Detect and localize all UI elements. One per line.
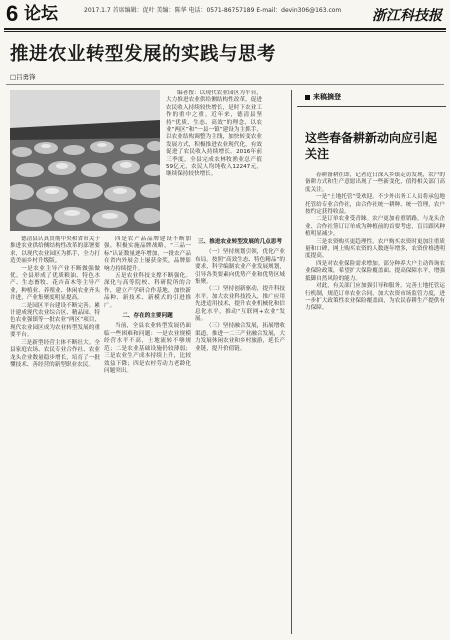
paragraph: 三是新型经营主体不断壮大。全县家庭农场、农民专业合作社、农业龙头企业数量稳步增长，培育了一批懂技术、善经营的新型职业农民。 bbox=[10, 339, 100, 368]
header-divider-thin bbox=[4, 31, 446, 32]
paragraph: 一是农业主导产业不断做强做优。全县形成了优质粮油、特色水产、生态畜牧、花卉苗木等主导产业，种植业、养殖业、休闲农业齐头并进，产业集聚度明显提高。 bbox=[10, 265, 100, 302]
paragraph: 二是订单农业受青睐。农户更加看重销路，与龙头企业、合作社签订订单成为种植前的首要考虑，盲目跟风种植明显减少。 bbox=[305, 216, 445, 238]
lead-paragraph: 编者按：以现代农业园区为平台，大力推进农业供给侧结构性改革，促进农民收入持续较快增长，是时下农业工作的重中之重。近年来，德清县坚持“优质、生态、高效”的理念，以农业“两区”和“一县一镇”建设为主抓手，以农业结构调整为主线，加快转变农业发展方式，积极推进农业现代化，有效促进了农民收入持续增长。2016年前三季度，全县完成农林牧渔业总产值59亿元，农民人均纯收入12247元，继续保持较快增长。 bbox=[166, 90, 262, 178]
article-column-3 bbox=[195, 236, 285, 632]
article-byline: □吕勇锋 bbox=[10, 73, 36, 81]
paragraph: 对此，有关部门应加强引导和服务，完善土地托管运行机制，规范订单农业合同，加大农资市场监管力度，进一步扩大政策性农业保险覆盖面，为农民春耕生产提供有力保障。 bbox=[305, 283, 445, 312]
sidebar-article bbox=[297, 90, 446, 634]
sidebar-tag: 来稿摘登 bbox=[305, 92, 341, 102]
paragraph: 四是农产品品牌建设不断加强。积极实施品牌战略，“三品一标”认证数量逐年增加，一批农产品在省内外展会上屡获金奖，品牌影响力持续提升。 bbox=[104, 236, 191, 272]
sidebar-headline: 这些春备耕新动向应引起关注 bbox=[305, 131, 438, 161]
subheading: 三、推进农业转型发展的几点思考 bbox=[198, 239, 282, 245]
paragraph: （一）坚持规划引领，优化产业布局。按照“高效生态、特色精品”的要求，科学编制农业产业发展规划，引导各类要素向优势产业和优势区域集聚。 bbox=[195, 249, 285, 286]
page-number: 6 bbox=[6, 1, 19, 26]
paragraph: 三是农资购买更趋理性。农户购买农资时更加注重质量和口碑，网上购买农资的人数逐年增多，农资价格透明度提高。 bbox=[305, 238, 445, 260]
section-name: 论坛 bbox=[24, 4, 58, 24]
paragraph: 当前，全县农业转型发展仍面临一些困难和问题：一是农业规模经营水平不高，土地流转不够规范；二是农业基础设施仍较薄弱；三是农业生产成本持续上升，比较效益下降；四是农村劳动力老龄化问题突出。 bbox=[104, 323, 191, 374]
article-lead bbox=[166, 90, 262, 232]
paragraph: 四是对农业保险需求增加。部分种养大户主动咨询农业保险政策，希望扩大保险覆盖面、提高保障水平，增强抵御自然风险的能力。 bbox=[305, 260, 445, 282]
header-divider bbox=[4, 28, 446, 30]
paragraph: 春耕备耕在即，记者近日深入乡镇走访发现，农户的备耕方式和生产意愿出现了一些新变化，值得相关部门高度关注。 bbox=[305, 172, 445, 193]
article-headline: 推进农业转型发展的实践与思考 bbox=[10, 44, 277, 65]
newspaper-masthead: 浙江科技报 bbox=[372, 8, 442, 24]
sidebar-body bbox=[305, 172, 445, 627]
header-meta: 2017.1.7 首席编辑：促叶 美编：陈华 电话：0571-86757189 E-mail：devin306@163.com bbox=[84, 7, 342, 14]
headline-divider bbox=[6, 84, 444, 85]
paragraph: 五是农业科技支撑不断强化。深化与高等院校、科研院所的合作，建立产学研合作基地，加快新品种、新技术、新模式的引进推广。 bbox=[104, 273, 191, 309]
paragraph: （三）坚持融合发展，拓展增收渠道。推进一二三产业融合发展，大力发展休闲农业和乡村旅游，延长产业链，提升价值链。 bbox=[195, 323, 285, 352]
subheading: 二、存在的主要问题 bbox=[122, 313, 173, 320]
paragraph: 一是“土地托管”受欢迎。不少外出务工人员将承包地托管给专业合作社，由合作社统一耕种、统一管理，农户按约定获得收益。 bbox=[305, 194, 445, 216]
article-column-2 bbox=[104, 236, 191, 632]
column-divider bbox=[291, 90, 292, 634]
sidebar-divider bbox=[297, 106, 446, 107]
article-column-1 bbox=[10, 236, 100, 632]
paragraph: 二是园区平台建设不断完善。累计建成现代农业综合区、精品园、特色农业强镇等一批农业“两区”项目，现代农业园区成为农业转型发展的重要平台。 bbox=[10, 302, 100, 339]
paragraph: （二）坚持创新驱动，提升科技水平。加大农业科技投入，推广应用先进适用技术，提升农业机械化和信息化水平，推动“互联网+农业”发展。 bbox=[195, 286, 285, 323]
paragraph: 德清县认真贯彻中央和省市关于推进农业供给侧结构性改革的部署要求，以现代农业园区为抓手，全力打造美丽乡村升级版。 bbox=[10, 236, 100, 265]
article-photo bbox=[10, 90, 160, 231]
